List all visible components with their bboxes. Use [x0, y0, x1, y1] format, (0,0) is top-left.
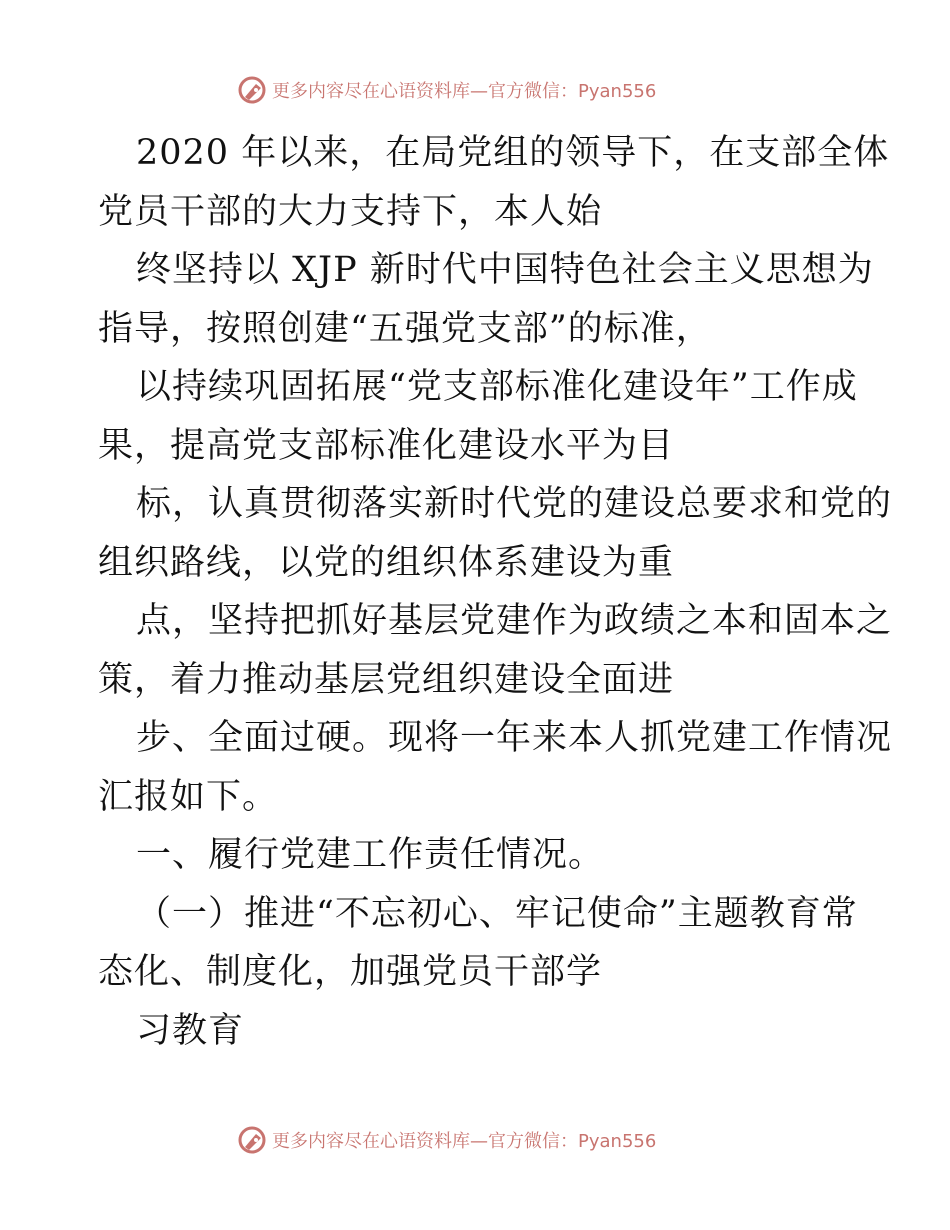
text-line: 步、全面过硬。现将一年来本人抓党建工作情况 — [136, 718, 893, 758]
text-line: 党员干部的大力支持下，本人始 — [98, 191, 603, 232]
pen-nib-circle-icon — [236, 1124, 268, 1156]
watermark-text: 更多内容尽在心语资料库—官方微信：Pyan556 — [272, 1131, 657, 1152]
text-line: 标，认真贯彻落实新时代党的建设总要求和党的 — [136, 484, 893, 524]
text-line: 策，着力推动基层党组织建设全面进 — [98, 659, 675, 700]
text-line: 2020 年以来，在局党组的领导下，在支部全体 — [136, 133, 890, 173]
text-line: 汇报如下。 — [98, 776, 279, 817]
document-body — [98, 124, 893, 1060]
text-line: 以持续巩固拓展“党支部标准化建设年”工作成 — [136, 367, 858, 407]
footer-watermark — [236, 1124, 656, 1156]
subsection-heading: （一）推进“不忘初心、牢记使命”主题教育常 — [136, 893, 858, 934]
text-line: 点，坚持把抓好基层党建作为政绩之本和固本之 — [136, 601, 893, 641]
header-watermark — [236, 74, 656, 106]
section-heading: 一、履行党建工作责任情况。 — [136, 835, 605, 875]
text-line: 态化、制度化，加强党员干部学 — [98, 952, 603, 992]
watermark-text: 更多内容尽在心语资料库—官方微信：Pyan556 — [272, 81, 657, 102]
text-line: 指导，按照创建“五强党支部”的标准， — [98, 308, 712, 349]
text-line: 习教育 — [136, 1010, 245, 1051]
text-line: 终坚持以 XJP 新时代中国特色社会主义思想为 — [136, 250, 874, 290]
pen-nib-circle-icon — [236, 74, 268, 106]
text-line: 组织路线，以党的组织体系建设为重 — [98, 542, 675, 583]
text-line: 果，提高党支部标准化建设水平为目 — [98, 425, 675, 466]
